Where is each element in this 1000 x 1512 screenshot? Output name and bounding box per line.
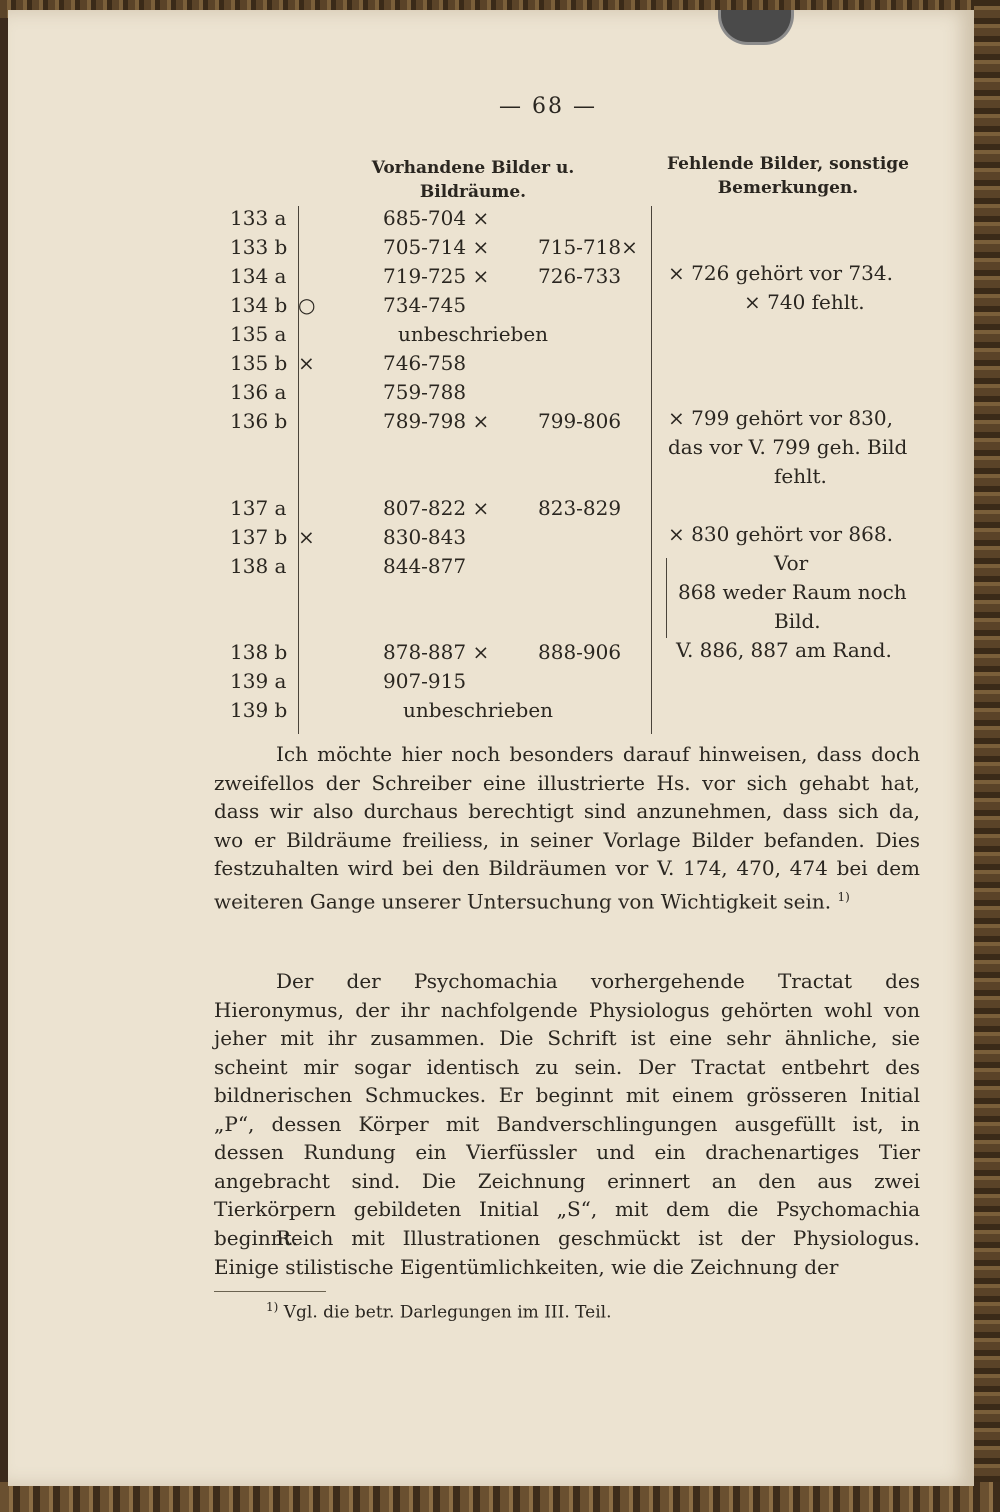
table-row [8, 380, 974, 408]
remark: × 740 fehlt. [744, 290, 865, 314]
paragraph: Der der Psychomachia vorhergehende Tractat des Hieronymus, der ihr nachfolgende Physiologus gehörten wohl von jeher mit ihr zusammen. Die Schrift ist eine sehr ähnliche, sie scheint mir sogar identisch zu sein. Der Tractat entbehrt des bildnerischen Schmuckes. Er beginnt mit einem grösseren Initial „P“, dessen Körper mit Bandverschlingungen ausgefüllt ist, in dessen Rundung ein Vierfüssler und ein drachenartiges Tier angebracht sind. Die Zeichnung erinnert an den aus zwei Tierkörpern gebildeten Initial „S“, mit dem die Psychomachia beginnt. [214, 969, 920, 1250]
remark: × 726 gehört vor 734. [668, 261, 893, 285]
footnote-rule [214, 1291, 326, 1292]
header-missing-images [648, 152, 928, 200]
book-edge-right [974, 0, 1000, 1512]
table-row [8, 322, 974, 350]
row-present: 789-798 × [383, 409, 490, 433]
row-id: 136 a [230, 380, 287, 404]
row-mark: × [298, 525, 315, 549]
row-space: 726-733 [538, 264, 622, 288]
table-row [8, 351, 974, 379]
remark: Vor [774, 551, 809, 575]
row-present: 830-843 [383, 525, 467, 549]
book-page [8, 10, 974, 1486]
row-present: 807-822 × [383, 496, 490, 520]
body-text [214, 967, 920, 1252]
row-id: 139 a [230, 669, 287, 693]
table-row [8, 235, 974, 263]
paragraph: Reich mit Illustrationen geschmückt ist der Physiologus. Einige stilistische Eigentümlichkeiten, wie die Zeichnung der [214, 1226, 920, 1279]
row-space: 823-829 [538, 496, 622, 520]
footnote-ref: 1) [837, 889, 850, 904]
footnote-marker: 1) [266, 1300, 279, 1314]
row-present: unbeschrieben [398, 322, 549, 346]
row-present: 878-887 × [383, 640, 490, 664]
header-line: Bildräume. [419, 182, 527, 202]
row-space: 715-718× [538, 235, 638, 259]
row-present: 759-788 [383, 380, 467, 404]
remark: fehlt. [774, 464, 827, 488]
page-number: — 68 — [499, 94, 597, 119]
table-row [8, 698, 974, 726]
paragraph [214, 740, 920, 916]
header-present-images [353, 156, 593, 204]
remark-brace [666, 558, 667, 638]
row-id: 138 a [230, 554, 287, 578]
table-row [8, 206, 974, 234]
row-id: 138 b [230, 640, 288, 664]
row-id: 134 b [230, 293, 288, 317]
header-line: Vorhandene Bilder u. [371, 158, 575, 178]
row-mark: × [298, 351, 315, 375]
remark: V. 886, 887 am Rand. [676, 638, 892, 662]
header-line: Fehlende Bilder, sonstige [667, 154, 909, 174]
row-id: 139 b [230, 698, 288, 722]
table-row [8, 669, 974, 697]
row-id: 136 b [230, 409, 288, 433]
row-present: 719-725 × [383, 264, 490, 288]
page-clip [718, 10, 794, 45]
body-text [214, 740, 920, 916]
row-id: 137 b [230, 525, 288, 549]
table-row [8, 496, 974, 524]
row-space: 888-906 [538, 640, 622, 664]
footnote-text: Vgl. die betr. Darlegungen im III. Teil. [283, 1302, 612, 1323]
row-id: 133 b [230, 235, 288, 259]
row-id: 137 a [230, 496, 287, 520]
remark: × 799 gehört vor 830, [668, 406, 893, 430]
row-present: 907-915 [383, 669, 467, 693]
body-text [214, 1224, 920, 1281]
remark: Bild. [774, 609, 821, 633]
row-present: 705-714 × [383, 235, 490, 259]
row-id: 133 a [230, 206, 287, 230]
row-id: 135 b [230, 351, 288, 375]
row-present: 844-877 [383, 554, 467, 578]
remark: das vor V. 799 geh. Bild [668, 435, 908, 459]
row-present: 746-758 [383, 351, 467, 375]
book-edge-bottom [0, 1482, 1000, 1512]
row-present: 685-704 × [383, 206, 490, 230]
table-row [8, 554, 974, 582]
row-id: 134 a [230, 264, 287, 288]
remark: × 830 gehört vor 868. [668, 522, 893, 546]
footnote [266, 1300, 612, 1323]
row-id: 135 a [230, 322, 287, 346]
row-space: 799-806 [538, 409, 622, 433]
row-mark: ○ [298, 293, 316, 317]
remark: 868 weder Raum noch [678, 580, 907, 604]
paragraph-text: Ich möchte hier noch besonders darauf hinweisen, dass doch zweifellos der Schreiber eine illustrierte Hs. vor sich gehabt hat, dass wir also durchaus berechtigt sind anzunehmen, dass sich da, wo er Bildräume freiliess, in seiner Vorlage Bilder befanden. Dies festzuhalten wird bei den Bildräumen vor V. 174, 470, 474 bei dem weiteren Gange unserer Untersuchung von Wichtigkeit sein. [214, 742, 920, 914]
header-line: Bemerkungen. [717, 178, 859, 198]
row-present: unbeschrieben [403, 698, 554, 722]
row-present: 734-745 [383, 293, 467, 317]
